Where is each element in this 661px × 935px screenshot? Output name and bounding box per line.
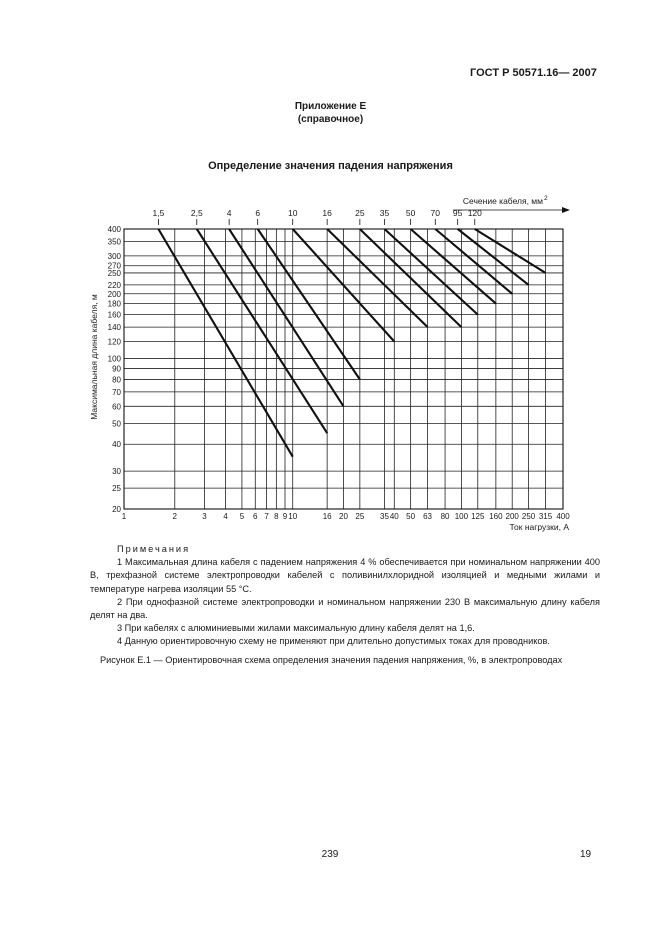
y-tick-label: 250 bbox=[107, 268, 121, 278]
appendix-title: Приложение Е bbox=[294, 101, 367, 112]
y-tick-label: 300 bbox=[107, 251, 121, 261]
appendix-type: (справочное) bbox=[297, 114, 364, 125]
x-tick-label: 80 bbox=[440, 512, 450, 521]
x-tick-label: 125 bbox=[471, 512, 485, 521]
y-tick-label: 90 bbox=[112, 364, 121, 374]
top-axis-label-sup: 2 bbox=[544, 195, 548, 202]
y-tick-label: 20 bbox=[112, 505, 121, 514]
note-item: 4 Данную ориентировочную схему не применяют при длительно допустимых токах для проводников. bbox=[117, 636, 550, 647]
section-label: 16 bbox=[322, 208, 332, 218]
y-tick-label: 30 bbox=[112, 467, 121, 477]
y-tick-label: 120 bbox=[107, 337, 121, 347]
chart-series bbox=[158, 229, 545, 457]
x-tick-label: 25 bbox=[355, 512, 365, 521]
x-tick-label: 16 bbox=[322, 512, 332, 521]
section-label: 6 bbox=[255, 208, 261, 218]
page-number: 239 bbox=[321, 849, 339, 860]
section-label: 120 bbox=[467, 208, 482, 218]
y-tick-label: 350 bbox=[107, 237, 121, 247]
series-line-2,5 bbox=[197, 229, 327, 433]
section-label: 70 bbox=[430, 208, 441, 218]
section-label: 4 bbox=[226, 208, 232, 218]
x-tick-label: 50 bbox=[406, 512, 416, 521]
y-tick-label: 270 bbox=[107, 261, 121, 271]
section-label: 10 bbox=[287, 208, 298, 218]
x-tick-label: 9 bbox=[282, 512, 288, 521]
x-axis-label: Ток нагрузки, А bbox=[509, 522, 569, 532]
x-tick-label: 63 bbox=[423, 512, 433, 521]
standard-number: ГОСТ Р 50571.16— 2007 bbox=[470, 67, 597, 79]
top-axis-arrow-head bbox=[562, 207, 570, 213]
x-tick-label: 315 bbox=[538, 512, 553, 521]
x-tick-label: 40 bbox=[389, 512, 399, 521]
y-tick-label: 25 bbox=[112, 484, 121, 494]
section-label: 1,5 bbox=[152, 208, 165, 218]
x-tick-label: 3 bbox=[202, 512, 207, 521]
x-tick-label: 35 bbox=[380, 512, 389, 521]
y-tick-label: 220 bbox=[107, 280, 121, 290]
y-tick-label: 60 bbox=[112, 402, 121, 412]
x-tick-label: 20 bbox=[339, 512, 348, 521]
top-axis-label: Сечение кабеля, мм bbox=[462, 196, 543, 206]
y-tick-label: 180 bbox=[107, 299, 121, 309]
chart-grid bbox=[108, 225, 571, 521]
series-line-16 bbox=[327, 229, 427, 327]
section-label: 35 bbox=[379, 208, 390, 218]
x-tick-label: 160 bbox=[489, 512, 503, 521]
y-tick-label: 80 bbox=[112, 375, 121, 385]
chart-labels bbox=[89, 195, 570, 532]
x-tick-label: 200 bbox=[505, 512, 519, 521]
y-tick-label: 140 bbox=[107, 323, 121, 333]
notes-heading: Примечания bbox=[117, 544, 191, 554]
y-tick-label: 100 bbox=[107, 354, 121, 364]
y-tick-label: 160 bbox=[107, 310, 121, 320]
voltage-drop-chart bbox=[0, 180, 661, 535]
notes bbox=[90, 543, 600, 649]
section-label: 25 bbox=[355, 208, 365, 218]
section-label: 2,5 bbox=[190, 208, 203, 218]
note-item: 3 При кабелях с алюминиевыми жилами максимальную длину кабеля делят на 1,6. bbox=[117, 623, 475, 634]
x-tick-label: 100 bbox=[454, 512, 469, 521]
x-tick-label: 2 bbox=[172, 512, 178, 521]
x-tick-label: 8 bbox=[274, 512, 279, 521]
sheet-number: 19 bbox=[580, 849, 592, 860]
figure-caption: Рисунок Е.1 — Ориентировочная схема определения значения падения напряжения, %, в электропроводах bbox=[100, 655, 563, 665]
y-axis-label: Максимальная длина кабеля, м bbox=[89, 294, 99, 420]
note-item: 2 При однофазной системе электропроводки и номинальном напряжении 230 В максимальную длину кабеля делят на два. bbox=[90, 596, 600, 621]
note-item: 1 Максимальная длина кабеля с падением напряжения 4 % обеспечивается при номинальном напряжении 400 В, трехфазной системе электропроводки кабелей с поливинилхлоридной изоляцией и медными жилами и температуре нагрева изоляции 55 °С. bbox=[90, 557, 600, 594]
y-tick-label: 400 bbox=[107, 225, 121, 234]
section-label: 50 bbox=[405, 208, 416, 218]
x-tick-label: 6 bbox=[253, 512, 258, 521]
y-tick-label: 40 bbox=[112, 440, 121, 450]
series-line-6 bbox=[258, 229, 360, 379]
x-tick-label: 400 bbox=[556, 512, 570, 521]
x-tick-label: 7 bbox=[264, 512, 269, 521]
y-tick-label: 200 bbox=[107, 289, 121, 299]
appendix-heading bbox=[0, 100, 661, 126]
figure-heading: Определение значения падения напряжения bbox=[208, 160, 453, 172]
section-label: 95 bbox=[452, 208, 463, 218]
x-tick-label: 10 bbox=[288, 512, 298, 521]
x-tick-label: 250 bbox=[521, 512, 536, 521]
x-tick-label: 4 bbox=[223, 512, 228, 521]
x-tick-label: 5 bbox=[239, 512, 245, 521]
y-tick-label: 70 bbox=[112, 387, 121, 397]
x-tick-label: 1 bbox=[121, 512, 127, 521]
y-tick-label: 50 bbox=[112, 419, 121, 429]
